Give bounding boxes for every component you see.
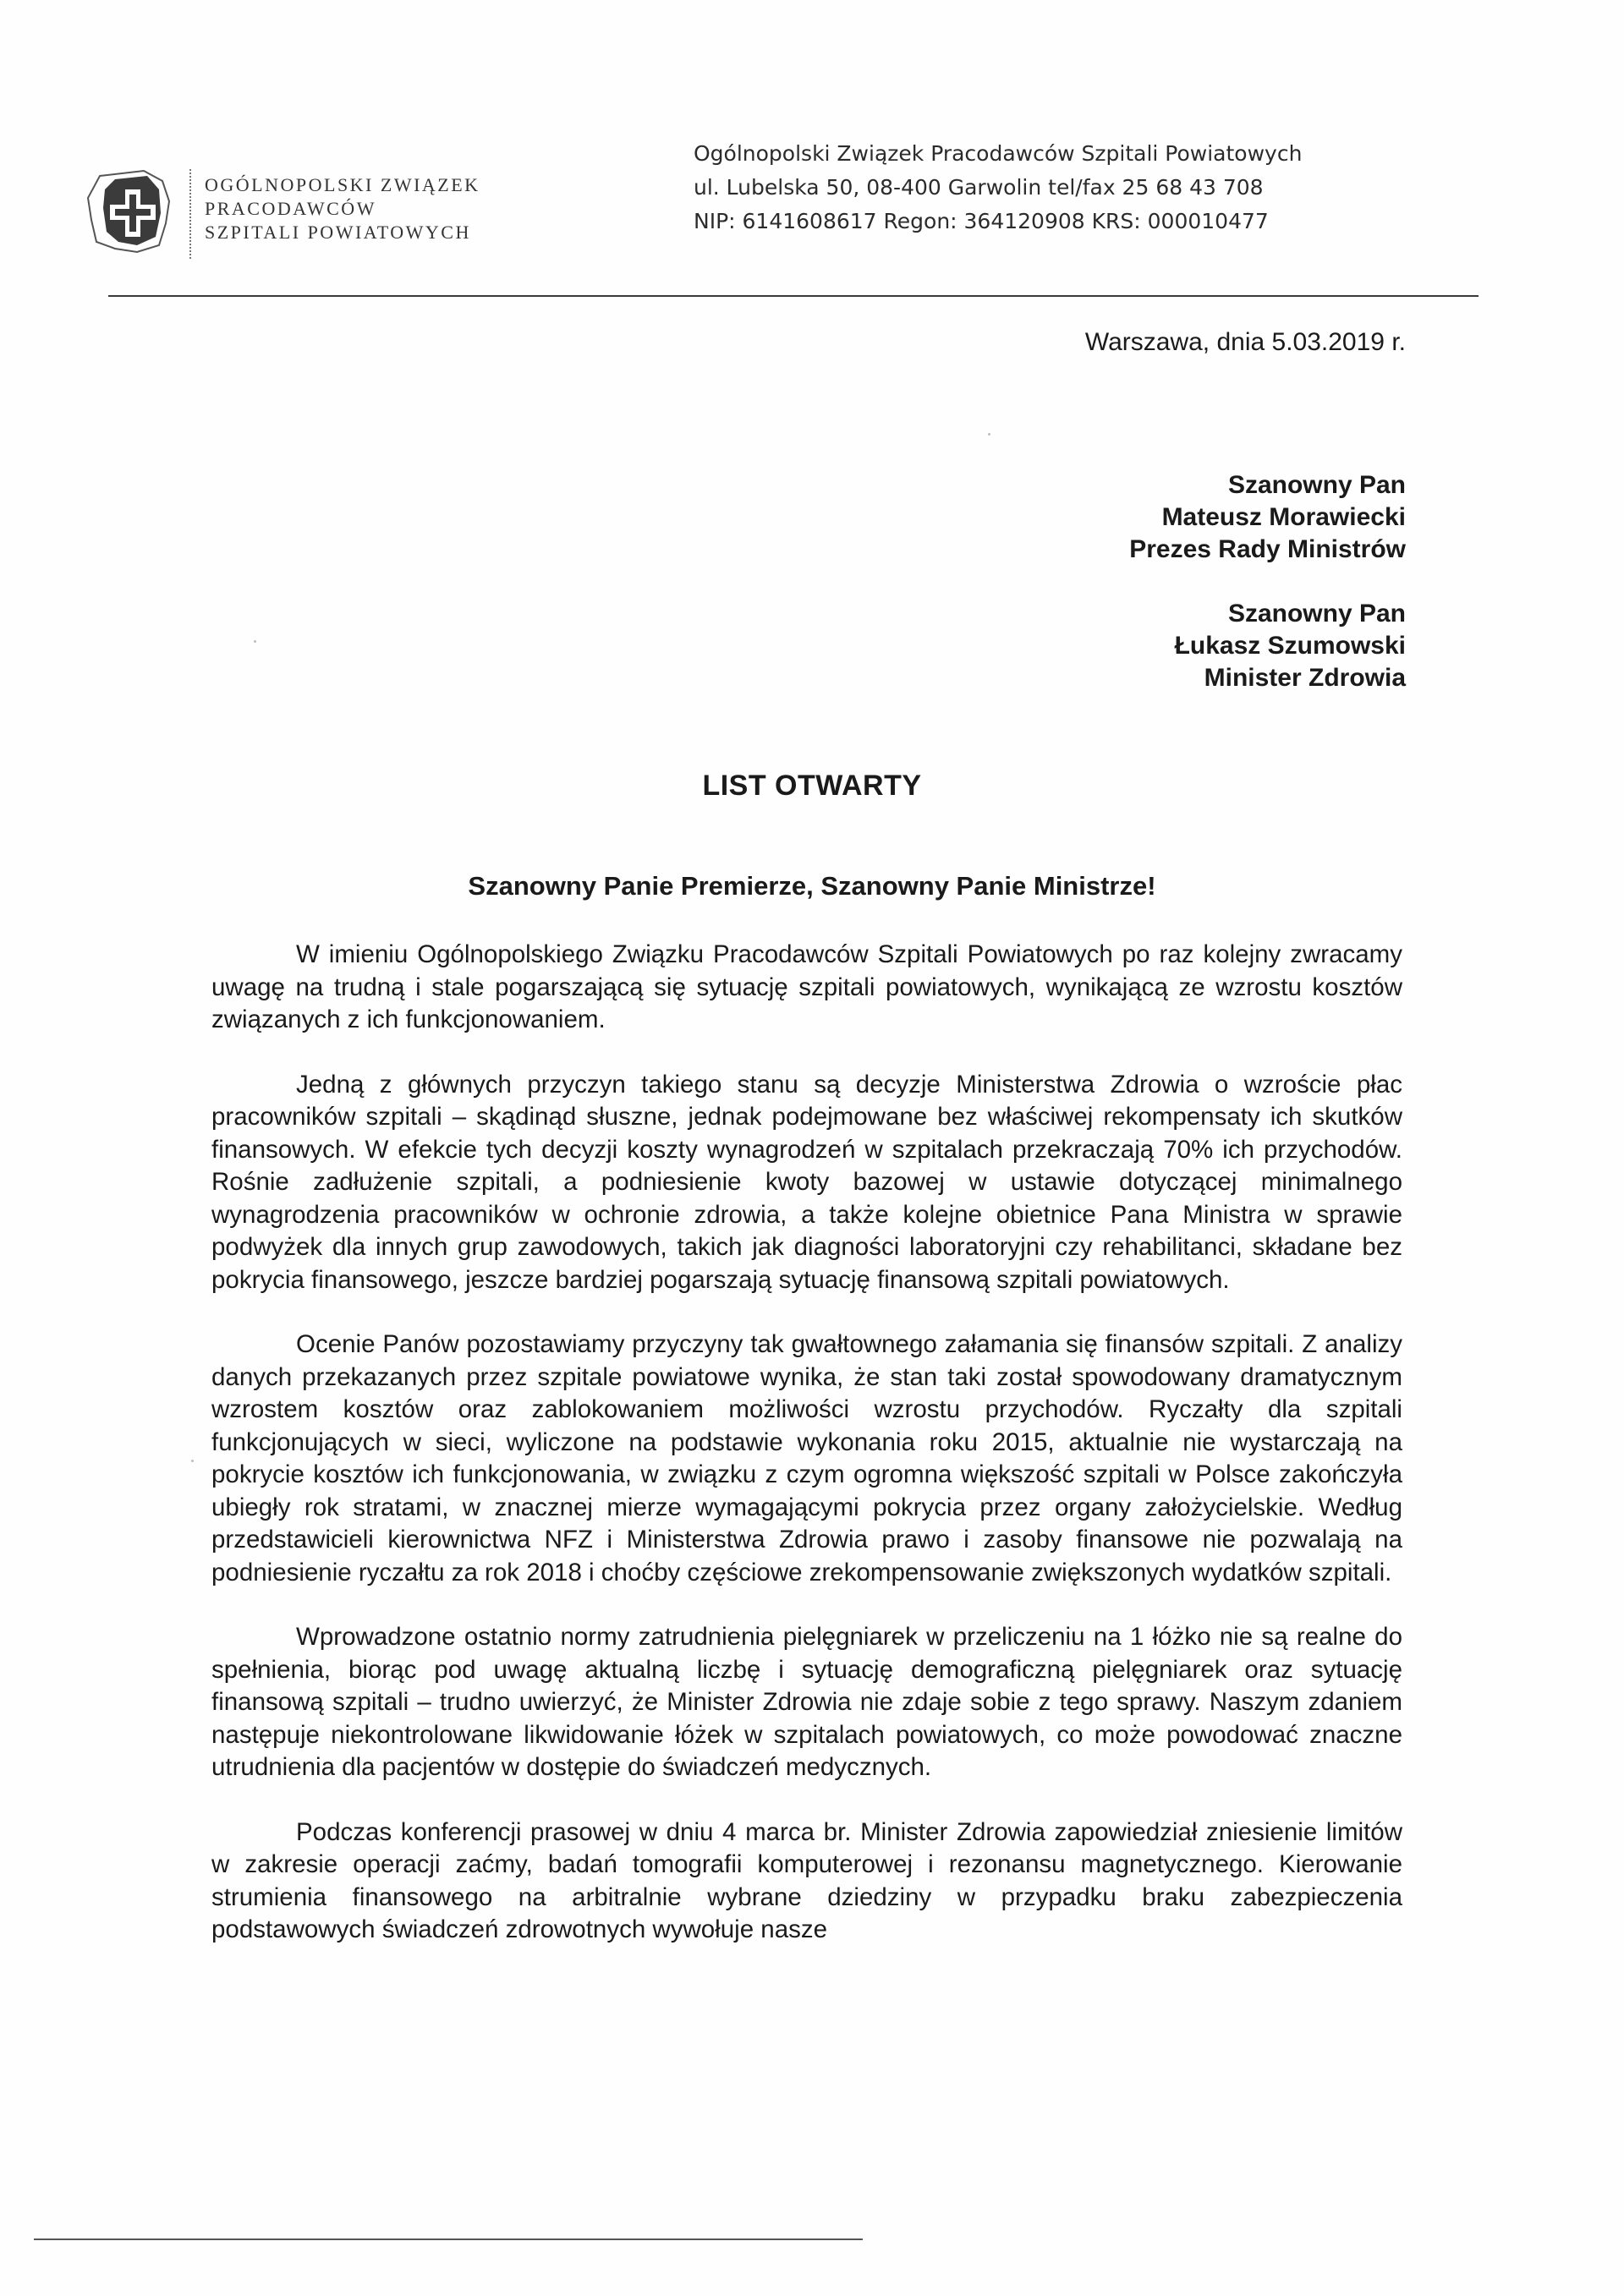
addressee-line: Mateusz Morawiecki: [1161, 503, 1406, 531]
footer-rule: [34, 2238, 863, 2240]
addressee: [1129, 598, 1406, 694]
salutation: Szanowny Panie Premierze, Szanowny Panie Ministrze!: [468, 871, 1156, 901]
scan-speck: [254, 640, 256, 643]
organization-contact: [694, 137, 1302, 238]
organization-name-line: SZPITALI POWIATOWYCH: [205, 222, 471, 243]
organization-name: [205, 173, 480, 244]
organization-name-line: PRACODAWCÓW: [205, 198, 376, 219]
addressee-line: Szanowny Pan: [1227, 471, 1406, 499]
contact-line: ul. Lubelska 50, 08-400 Garwolin tel/fax 25 68 43 708: [694, 175, 1264, 200]
scan-speck: [988, 433, 990, 436]
body-paragraph: Jedną z głównych przyczyn takiego stanu są decyzje Ministerstwa Zdrowia o wzroście płac pracowników szpitali – skądinąd słuszne, jednak podejmowane bez właściwej rekompensaty ich skutków finansowych. W efekcie tych decyzji koszty wynagrodzeń w szpitalach przekraczają 70% ich przychodów. Rośnie zadłużenie szpitali, a podniesienie kwoty bazowej w ustawie dotyczącej minimalnego wynagrodzenia pracowników w ochronie zdrowia, a także kolejne obietnice Pana Ministra w sprawie podwyżek dla innych grup zawodowych, takich jak diagności laboratoryjni czy rehabilitanci, składane bez pokrycia finansowego, jeszcze bardziej pogarszają sytuację finansową szpitali powiatowych.: [211, 1070, 1402, 1294]
addressee: [1129, 469, 1406, 566]
contact-line: NIP: 6141608617 Regon: 364120908 KRS: 000010477: [694, 209, 1269, 233]
body-paragraph: Podczas konferencji prasowej w dniu 4 marca br. Minister Zdrowia zapowiedział zniesienie limitów w zakresie operacji zaćmy, badań tomografii komputerowej i rezonansu magnetycznego. Kierowanie strumienia finansowego na arbitralnie wybrane dziedziny w przypadku braku zabezpieczenia podstawowych świadczeń zdrowotnych wywołuje nasze: [211, 1817, 1402, 1943]
contact-line: Ogólnopolski Związek Pracodawców Szpitali Powiatowych: [694, 141, 1303, 166]
letter-title: LIST OTWARTY: [702, 770, 922, 802]
header-rule: [108, 295, 1479, 297]
body-paragraph: Ocenie Panów pozostawiamy przyczyny tak gwałtownego załamania się finansów szpitali. Z analizy danych przekazanych przez szpitale powiatowe wynika, że stan taki został spowodowany dramatycznym wzrostem kosztów oraz zablokowaniem możliwości wzrostu przychodów. Ryczałty dla szpitali funkcjonujących w sieci, wyliczone na podstawie wykonania roku 2015, aktualnie nie wystarczają na pokrycie kosztów ich funkcjonowania, w związku z czym ogromna większość szpitali w Polsce zakończyła ubiegły rok stratami, w znacznej mierze wymagającymi pokrycia przez organy założycielskie. Według przedstawicieli kierownictwa NFZ i Ministerstwa Zdrowia prawo i zasoby finansowe nie pozwalają na podniesienie ryczałtu za rok 2018 i choćby częściowe zrekompensowanie zwiększonych wydatków szpitali.: [211, 1330, 1402, 1586]
letter-date: Warszawa, dnia 5.03.2019 r.: [1084, 328, 1406, 356]
organization-name-line: OGÓLNOPOLSKI ZWIĄZEK: [205, 174, 480, 195]
addressee-line: Prezes Rady Ministrów: [1129, 535, 1406, 563]
body-paragraph: W imieniu Ogólnopolskiego Związku Pracodawców Szpitali Powiatowych po raz kolejny zwracamy uwagę na trudną i stale pogarszającą się sytuację szpitali powiatowych, wynikającą ze wzrostu kosztów związanych z ich funkcjonowaniem.: [211, 940, 1402, 1033]
addressee-line: Szanowny Pan: [1227, 600, 1406, 627]
addressee-block: [1129, 469, 1406, 726]
body-paragraph: Wprowadzone ostatnio normy zatrudnienia pielęgniarek w przeliczeniu na 1 łóżko nie są realne do spełnienia, biorąc pod uwagę aktualną liczbę i sytuację demograficzną pielęgniarek oraz sytuację finansową szpitali – trudno uwierzyć, że Minister Zdrowia nie zdaje sobie z tego sprawy. Naszym zdaniem następuje niekontrolowane likwidowanie łóżek w szpitalach powiatowych, co może powodować znaczne utrudnienia dla pacjentów w dostępie do świadczeń medycznych.: [211, 1623, 1402, 1781]
addressee-line: Łukasz Szumowski: [1174, 632, 1406, 660]
letter-body: [211, 939, 1402, 1979]
addressee-line: Minister Zdrowia: [1204, 664, 1406, 692]
organization-logo: [81, 164, 176, 259]
scan-speck: [191, 1460, 194, 1462]
logo-divider: [189, 169, 191, 259]
